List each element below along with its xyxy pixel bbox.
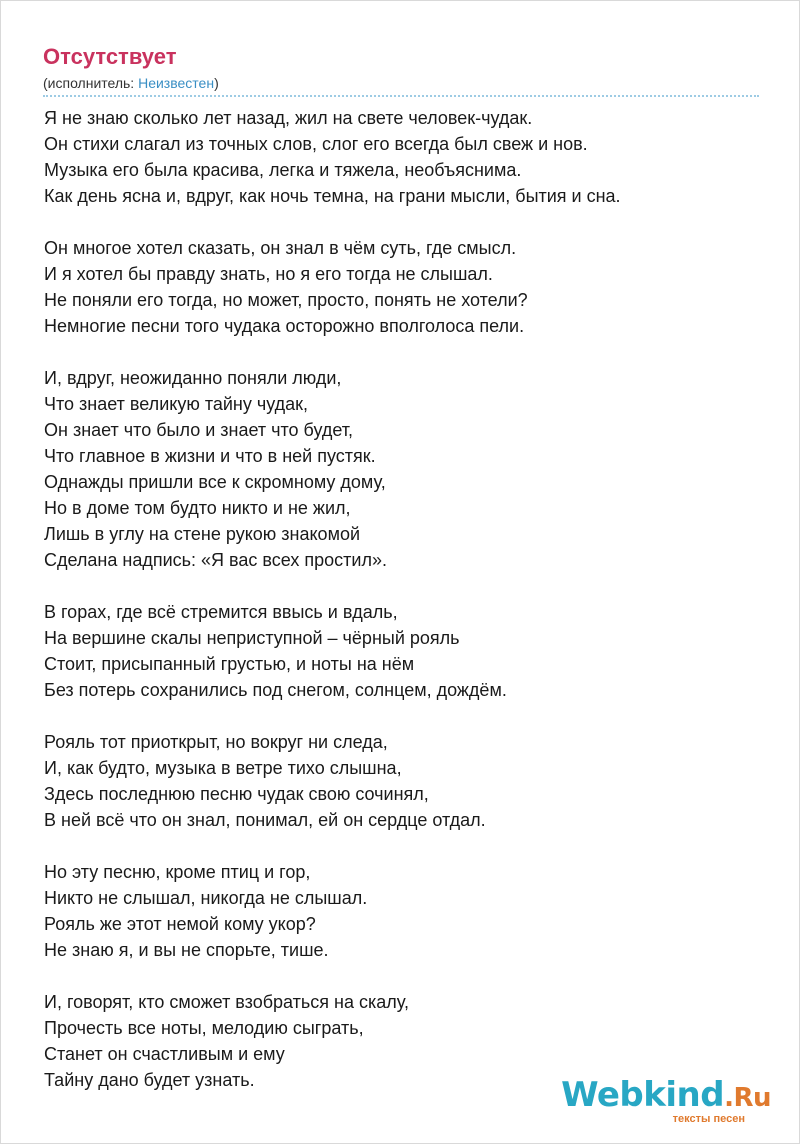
performer-line <box>43 73 759 93</box>
watermark-brand-name: Webkind <box>561 1075 725 1115</box>
lyrics-line: Станет он счастливым и ему <box>44 1044 285 1064</box>
watermark-brand <box>561 1075 771 1118</box>
lyrics-line: Стоит, присыпанный грустью, и ноты на нём <box>44 654 415 674</box>
lyrics-line: Он многое хотел сказать, он знал в чём суть, где смысл. <box>44 238 517 258</box>
lyrics-line: Музыка его была красива, легка и тяжела, необъяснима. <box>44 160 522 180</box>
lyrics-line: Немногие песни того чудака осторожно вполголоса пели. <box>44 316 525 336</box>
lyrics-line: И, вдруг, неожиданно поняли люди, <box>44 368 342 388</box>
header-divider <box>43 95 759 97</box>
lyrics-stanza <box>44 105 760 209</box>
lyrics-stanza <box>44 729 760 833</box>
webkind-watermark-logo <box>561 1075 771 1129</box>
song-title: Отсутствует <box>43 44 177 69</box>
lyrics-line: Тайну дано будет узнать. <box>44 1070 255 1090</box>
lyrics-line: Прочесть все ноты, мелодию сыграть, <box>44 1018 364 1038</box>
lyrics-line: Не знаю я, и вы не спорьте, тише. <box>44 940 329 960</box>
lyrics-line: Я не знаю сколько лет назад, жил на свете человек-чудак. <box>44 108 533 128</box>
lyrics-line: В горах, где всё стремится ввысь и вдаль, <box>44 602 398 622</box>
lyrics-line: Не поняли его тогда, но может, просто, понять не хотели? <box>44 290 528 310</box>
lyrics-line: И, как будто, музыка в ветре тихо слышна, <box>44 758 402 778</box>
lyrics-line: В ней всё что он знал, понимал, ей он сердце отдал. <box>44 810 486 830</box>
lyrics-line: Здесь последнюю песню чудак свою сочинял, <box>44 784 429 804</box>
lyrics-line: Как день ясна и, вдруг, как ночь темна, на грани мысли, бытия и сна. <box>44 186 621 206</box>
lyrics-line: Однажды пришли все к скромному дому, <box>44 472 386 492</box>
lyrics-body <box>44 105 760 1093</box>
lyrics-stanza <box>44 235 760 339</box>
lyrics-stanza <box>44 365 760 573</box>
lyrics-line: Что главное в жизни и что в ней пустяк. <box>44 446 376 466</box>
lyrics-line: Рояль же этот немой кому укор? <box>44 914 316 934</box>
lyrics-stanza <box>44 859 760 963</box>
watermark-tagline: тексты песен <box>672 1113 745 1125</box>
song-header <box>43 43 759 93</box>
lyrics-line: Сделана надпись: «Я вас всех простил». <box>44 550 387 570</box>
lyrics-line: Но эту песню, кроме птиц и гор, <box>44 862 311 882</box>
lyrics-line: Что знает великую тайну чудак, <box>44 394 309 414</box>
lyrics-line: Рояль тот приоткрыт, но вокруг ни следа, <box>44 732 388 752</box>
lyrics-line: Он стихи слагал из точных слов, слог его всегда был свеж и нов. <box>44 134 588 154</box>
lyrics-line: Лишь в углу на стене рукою знакомой <box>44 524 361 544</box>
lyrics-line: Но в доме том будто никто и не жил, <box>44 498 351 518</box>
lyrics-line: На вершине скалы неприступной – чёрный рояль <box>44 628 460 648</box>
lyrics-line: И я хотел бы правду знать, но я его тогда не слышал. <box>44 264 493 284</box>
lyrics-line: И, говорят, кто сможет взобраться на скалу, <box>44 992 409 1012</box>
lyrics-line: Без потерь сохранились под снегом, солнцем, дождём. <box>44 680 507 700</box>
performer-suffix: ) <box>214 75 219 91</box>
lyrics-stanza <box>44 599 760 703</box>
artist-link[interactable]: Неизвестен <box>138 75 215 91</box>
watermark-tld: .Ru <box>724 1083 771 1113</box>
lyrics-line: Он знает что было и знает что будет, <box>44 420 354 440</box>
performer-prefix: (исполнитель: <box>43 75 139 91</box>
lyrics-line: Никто не слышал, никогда не слышал. <box>44 888 368 908</box>
